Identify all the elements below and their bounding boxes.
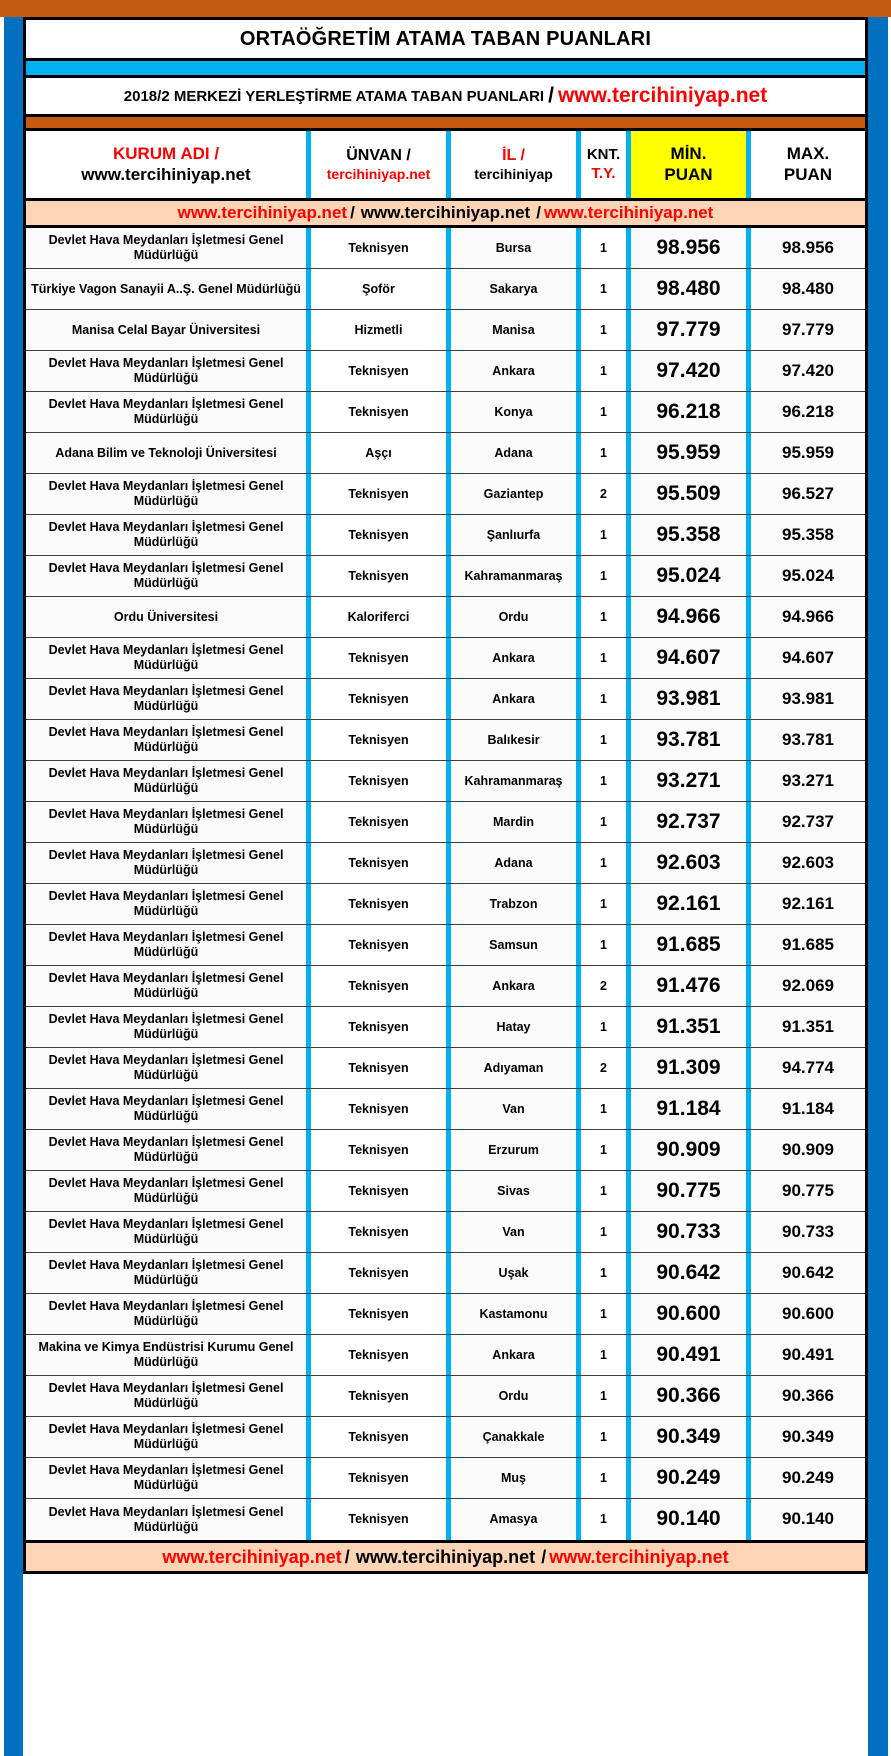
cell-min-puan: 94.966: [631, 597, 751, 637]
cell-max-puan: 90.600: [782, 1303, 834, 1323]
column-header-unvan-line1: ÜNVAN /: [346, 147, 411, 165]
cell-max-puan: 98.956: [782, 237, 834, 257]
table-row[interactable]: [26, 351, 865, 392]
page-title: ORTAÖĞRETİM ATAMA TABAN PUANLARI: [23, 17, 868, 61]
watermark-url-2: www.tercihiniyap.net: [360, 203, 531, 222]
column-header-max-puan-line1: MAX.: [786, 143, 830, 163]
cell-kurum-adi: Türkiye Vagon Sanayii A..Ş. Genel Müdürlüğü: [26, 269, 311, 309]
cell-unvan: Teknisyen: [311, 1458, 451, 1498]
cell-min-puan: 90.366: [631, 1376, 751, 1416]
column-header-il: [451, 131, 581, 198]
cell-min-puan: 94.607: [631, 638, 751, 678]
table-row[interactable]: [26, 884, 865, 925]
cell-unvan: Teknisyen: [311, 679, 451, 719]
cell-max-puan: 90.642: [782, 1262, 834, 1282]
cell-kurum-adi: Devlet Hava Meydanları İşletmesi Genel Müdürlüğü: [26, 1212, 311, 1252]
cell-kontenjan: 1: [581, 884, 631, 924]
cell-max-puan: 94.966: [782, 606, 834, 626]
scores-table: [23, 131, 868, 1574]
watermark-sep-1: /: [350, 203, 355, 222]
cell-il: Uşak: [451, 1253, 581, 1293]
cell-kontenjan: 1: [581, 843, 631, 883]
left-blue-bar: [4, 17, 23, 1756]
cell-min-puan: 90.249: [631, 1458, 751, 1498]
cell-min-puan: 92.737: [631, 802, 751, 842]
cell-min-puan: 92.603: [631, 843, 751, 883]
cell-unvan: Teknisyen: [311, 966, 451, 1006]
cell-max-puan: 91.685: [782, 934, 834, 954]
column-header-max-puan-line2: PUAN: [783, 164, 833, 184]
cell-kontenjan: 1: [581, 351, 631, 391]
cell-min-puan: 91.476: [631, 966, 751, 1006]
cell-kontenjan: 1: [581, 925, 631, 965]
cell-kontenjan: 1: [581, 802, 631, 842]
cell-kurum-adi: Devlet Hava Meydanları İşletmesi Genel Müdürlüğü: [26, 228, 311, 268]
cell-unvan: Aşçı: [311, 433, 451, 473]
subtitle-website-link[interactable]: www.tercihiniyap.net: [557, 84, 768, 107]
cell-min-puan: 90.600: [631, 1294, 751, 1334]
column-header-unvan: [311, 131, 451, 198]
cell-min-puan: 95.959: [631, 433, 751, 473]
cell-unvan: Teknisyen: [311, 1499, 451, 1540]
cell-min-puan: 91.685: [631, 925, 751, 965]
cell-unvan: Teknisyen: [311, 638, 451, 678]
cell-unvan: Teknisyen: [311, 392, 451, 432]
cell-il: Manisa: [451, 310, 581, 350]
subtitle-bar: [23, 78, 868, 117]
cell-min-puan: 90.642: [631, 1253, 751, 1293]
cell-kurum-adi: Manisa Celal Bayar Üniversitesi: [26, 310, 311, 350]
table-row[interactable]: [26, 761, 865, 802]
table-row[interactable]: [26, 310, 865, 351]
cell-kurum-adi: Devlet Hava Meydanları İşletmesi Genel Müdürlüğü: [26, 761, 311, 801]
cell-max-puan: 90.491: [782, 1344, 834, 1364]
cell-max-puan: 90.909: [782, 1139, 834, 1159]
cell-il: Samsun: [451, 925, 581, 965]
cell-il: Ankara: [451, 638, 581, 678]
cell-min-puan: 90.775: [631, 1171, 751, 1211]
table-row[interactable]: [26, 1048, 865, 1089]
cell-min-puan: 90.140: [631, 1499, 751, 1540]
cell-kurum-adi: Devlet Hava Meydanları İşletmesi Genel Müdürlüğü: [26, 1417, 311, 1457]
cell-unvan: Teknisyen: [311, 925, 451, 965]
cell-kontenjan: 1: [581, 515, 631, 555]
cell-kontenjan: 1: [581, 1171, 631, 1211]
cell-kontenjan: 1: [581, 392, 631, 432]
cell-min-puan: 91.351: [631, 1007, 751, 1047]
cell-kurum-adi: Devlet Hava Meydanları İşletmesi Genel Müdürlüğü: [26, 638, 311, 678]
table-row[interactable]: [26, 1458, 865, 1499]
cell-kontenjan: 1: [581, 1253, 631, 1293]
cell-kontenjan: 1: [581, 597, 631, 637]
watermark-bottom-url-3: www.tercihiniyap.net: [549, 1546, 729, 1567]
cell-min-puan: 90.349: [631, 1417, 751, 1457]
cell-min-puan: 97.779: [631, 310, 751, 350]
cell-il: Ankara: [451, 351, 581, 391]
right-blue-bar: [868, 17, 888, 1756]
cell-il: Çanakkale: [451, 1417, 581, 1457]
cell-il: Van: [451, 1089, 581, 1129]
cell-kontenjan: 2: [581, 474, 631, 514]
cell-kontenjan: 1: [581, 720, 631, 760]
cell-kurum-adi: Devlet Hava Meydanları İşletmesi Genel Müdürlüğü: [26, 1294, 311, 1334]
cell-kontenjan: 1: [581, 761, 631, 801]
cell-il: Gaziantep: [451, 474, 581, 514]
cell-max-puan: 92.069: [782, 975, 834, 995]
cell-kontenjan: 1: [581, 1130, 631, 1170]
cell-il: Mardin: [451, 802, 581, 842]
watermark-sep-2: /: [536, 203, 541, 222]
cell-kontenjan: 1: [581, 1007, 631, 1047]
table-row[interactable]: [26, 1376, 865, 1417]
cell-kurum-adi: Ordu Üniversitesi: [26, 597, 311, 637]
cell-min-puan: 96.218: [631, 392, 751, 432]
content-column: [23, 17, 868, 1756]
cell-il: Balıkesir: [451, 720, 581, 760]
cell-unvan: Teknisyen: [311, 802, 451, 842]
cell-kurum-adi: Makina ve Kimya Endüstrisi Kurumu Genel Müdürlüğü: [26, 1335, 311, 1375]
table-row[interactable]: [26, 966, 865, 1007]
cell-unvan: Teknisyen: [311, 351, 451, 391]
cell-il: Sakarya: [451, 269, 581, 309]
table-row[interactable]: [26, 1417, 865, 1458]
watermark-bottom-sep-1: /: [344, 1546, 350, 1567]
cell-min-puan: 98.956: [631, 228, 751, 268]
cell-kurum-adi: Devlet Hava Meydanları İşletmesi Genel Müdürlüğü: [26, 1171, 311, 1211]
cell-max-puan: 92.603: [782, 852, 834, 872]
cell-max-puan: 90.775: [782, 1180, 834, 1200]
cell-unvan: Teknisyen: [311, 515, 451, 555]
cell-max-puan: 90.733: [782, 1221, 834, 1241]
cell-il: Sivas: [451, 1171, 581, 1211]
cell-il: Van: [451, 1212, 581, 1252]
cell-unvan: Teknisyen: [311, 1376, 451, 1416]
table-row[interactable]: [26, 1007, 865, 1048]
column-header-unvan-line2: tercihiniyap.net: [326, 165, 431, 182]
cell-il: Hatay: [451, 1007, 581, 1047]
cell-kurum-adi: Devlet Hava Meydanları İşletmesi Genel Müdürlüğü: [26, 843, 311, 883]
table-row[interactable]: [26, 515, 865, 556]
table-row[interactable]: [26, 556, 865, 597]
cell-max-puan: 90.249: [782, 1467, 834, 1487]
cell-kurum-adi: Devlet Hava Meydanları İşletmesi Genel Müdürlüğü: [26, 1499, 311, 1540]
table-row[interactable]: [26, 474, 865, 515]
cell-il: Muş: [451, 1458, 581, 1498]
cell-min-puan: 95.358: [631, 515, 751, 555]
cell-kontenjan: 1: [581, 1499, 631, 1540]
column-header-min-puan-line2: PUAN: [664, 164, 713, 184]
cell-kurum-adi: Devlet Hava Meydanları İşletmesi Genel Müdürlüğü: [26, 720, 311, 760]
table-body: [26, 228, 865, 1540]
cell-kontenjan: 1: [581, 433, 631, 473]
cell-kontenjan: 1: [581, 1335, 631, 1375]
cell-min-puan: 92.161: [631, 884, 751, 924]
cell-min-puan: 90.733: [631, 1212, 751, 1252]
cell-kurum-adi: Devlet Hava Meydanları İşletmesi Genel Müdürlüğü: [26, 556, 311, 596]
cell-il: Adana: [451, 843, 581, 883]
table-row[interactable]: [26, 1499, 865, 1540]
cell-kurum-adi: Devlet Hava Meydanları İşletmesi Genel Müdürlüğü: [26, 1048, 311, 1088]
cell-kontenjan: 1: [581, 1417, 631, 1457]
cell-il: Adana: [451, 433, 581, 473]
cell-min-puan: 91.309: [631, 1048, 751, 1088]
cell-max-puan: 95.358: [782, 524, 834, 544]
orange-divider-strip: [23, 117, 868, 131]
watermark-url-1: www.tercihiniyap.net: [177, 203, 348, 222]
cell-kontenjan: 2: [581, 966, 631, 1006]
cell-unvan: Şoför: [311, 269, 451, 309]
table-row[interactable]: [26, 228, 865, 269]
cell-kontenjan: 1: [581, 1212, 631, 1252]
table-row[interactable]: [26, 1089, 865, 1130]
cell-unvan: Teknisyen: [311, 474, 451, 514]
cell-min-puan: 95.024: [631, 556, 751, 596]
cell-unvan: Teknisyen: [311, 1130, 451, 1170]
cell-kontenjan: 1: [581, 679, 631, 719]
cell-kurum-adi: Devlet Hava Meydanları İşletmesi Genel Müdürlüğü: [26, 966, 311, 1006]
table-row[interactable]: [26, 269, 865, 310]
cell-il: Bursa: [451, 228, 581, 268]
cell-max-puan: 94.607: [782, 647, 834, 667]
watermark-bottom-sep-2: /: [541, 1546, 547, 1567]
cell-unvan: Hizmetli: [311, 310, 451, 350]
cell-unvan: Kaloriferci: [311, 597, 451, 637]
cell-max-puan: 96.527: [782, 483, 834, 503]
table-row[interactable]: [26, 392, 865, 433]
cell-kurum-adi: Devlet Hava Meydanları İşletmesi Genel Müdürlüğü: [26, 925, 311, 965]
cell-il: Ankara: [451, 679, 581, 719]
cell-max-puan: 97.779: [782, 319, 834, 339]
cell-il: Kahramanmaraş: [451, 556, 581, 596]
cell-kurum-adi: Devlet Hava Meydanları İşletmesi Genel Müdürlüğü: [26, 1007, 311, 1047]
cell-unvan: Teknisyen: [311, 884, 451, 924]
table-row[interactable]: [26, 1294, 865, 1335]
column-header-min-puan-line1: MİN.: [670, 143, 707, 163]
cell-kurum-adi: Devlet Hava Meydanları İşletmesi Genel Müdürlüğü: [26, 1253, 311, 1293]
table-row[interactable]: [26, 843, 865, 884]
cell-il: Ankara: [451, 966, 581, 1006]
cell-kontenjan: 1: [581, 1294, 631, 1334]
cell-max-puan: 90.366: [782, 1385, 834, 1405]
cell-kontenjan: 1: [581, 556, 631, 596]
cell-unvan: Teknisyen: [311, 556, 451, 596]
cell-kontenjan: 1: [581, 638, 631, 678]
cell-kurum-adi: Devlet Hava Meydanları İşletmesi Genel Müdürlüğü: [26, 392, 311, 432]
cell-il: Konya: [451, 392, 581, 432]
column-header-kurum-adi-line2: www.tercihiniyap.net: [81, 164, 251, 184]
table-row[interactable]: [26, 679, 865, 720]
table-row[interactable]: [26, 433, 865, 474]
cell-unvan: Teknisyen: [311, 1417, 451, 1457]
cell-il: Kahramanmaraş: [451, 761, 581, 801]
cell-unvan: Teknisyen: [311, 1089, 451, 1129]
cell-max-puan: 91.184: [782, 1098, 834, 1118]
column-header-kontenjan-line2: T.Y.: [591, 164, 616, 182]
cell-min-puan: 93.981: [631, 679, 751, 719]
cell-max-puan: 96.218: [782, 401, 834, 421]
cell-max-puan: 90.140: [782, 1509, 834, 1529]
cell-unvan: Teknisyen: [311, 1294, 451, 1334]
cell-il: Erzurum: [451, 1130, 581, 1170]
cell-kurum-adi: Devlet Hava Meydanları İşletmesi Genel Müdürlüğü: [26, 1376, 311, 1416]
cell-il: Kastamonu: [451, 1294, 581, 1334]
table-row[interactable]: [26, 720, 865, 761]
cell-min-puan: 95.509: [631, 474, 751, 514]
cell-kontenjan: 1: [581, 1458, 631, 1498]
cell-kurum-adi: Devlet Hava Meydanları İşletmesi Genel Müdürlüğü: [26, 1458, 311, 1498]
cell-kurum-adi: Devlet Hava Meydanları İşletmesi Genel Müdürlüğü: [26, 679, 311, 719]
subtitle-text: 2018/2 MERKEZİ YERLEŞTİRME ATAMA TABAN PUANLARI: [123, 87, 545, 105]
table-row[interactable]: [26, 597, 865, 638]
column-header-kurum-adi-line1: KURUM ADI /: [112, 143, 220, 163]
column-header-il-line1: İL /: [502, 147, 525, 165]
cell-min-puan: 90.491: [631, 1335, 751, 1375]
cell-kurum-adi: Devlet Hava Meydanları İşletmesi Genel Müdürlüğü: [26, 515, 311, 555]
cell-unvan: Teknisyen: [311, 843, 451, 883]
cell-il: Ordu: [451, 597, 581, 637]
watermark-bottom-url-1: www.tercihiniyap.net: [162, 1546, 342, 1567]
cell-unvan: Teknisyen: [311, 1212, 451, 1252]
cell-max-puan: 93.781: [782, 729, 834, 749]
table-row[interactable]: [26, 1130, 865, 1171]
cell-kontenjan: 1: [581, 310, 631, 350]
cell-kurum-adi: Devlet Hava Meydanları İşletmesi Genel Müdürlüğü: [26, 884, 311, 924]
table-row[interactable]: [26, 925, 865, 966]
cell-kurum-adi: Adana Bilim ve Teknoloji Üniversitesi: [26, 433, 311, 473]
column-header-kurum-adi: [26, 131, 311, 198]
table-row[interactable]: [26, 1171, 865, 1212]
cell-max-puan: 91.351: [782, 1016, 834, 1036]
cell-il: Adıyaman: [451, 1048, 581, 1088]
cell-kontenjan: 2: [581, 1048, 631, 1088]
cell-max-puan: 97.420: [782, 360, 834, 380]
cell-unvan: Teknisyen: [311, 1335, 451, 1375]
cell-min-puan: 91.184: [631, 1089, 751, 1129]
cell-unvan: Teknisyen: [311, 228, 451, 268]
watermark-url-3: www.tercihiniyap.net: [543, 203, 714, 222]
cell-il: Amasya: [451, 1499, 581, 1540]
table-header-row: [26, 131, 865, 201]
table-row[interactable]: [26, 1212, 865, 1253]
cell-kontenjan: 1: [581, 1089, 631, 1129]
cell-kurum-adi: Devlet Hava Meydanları İşletmesi Genel Müdürlüğü: [26, 802, 311, 842]
cell-il: Ordu: [451, 1376, 581, 1416]
cell-max-puan: 94.774: [782, 1057, 834, 1077]
column-header-kontenjan-line1: KNT.: [586, 146, 621, 164]
cell-kontenjan: 1: [581, 228, 631, 268]
cell-unvan: Teknisyen: [311, 1253, 451, 1293]
cell-kontenjan: 1: [581, 1376, 631, 1416]
cell-il: Şanlıurfa: [451, 515, 581, 555]
table-row[interactable]: [26, 1253, 865, 1294]
watermark-band-top: [26, 201, 865, 228]
cell-kurum-adi: Devlet Hava Meydanları İşletmesi Genel Müdürlüğü: [26, 1089, 311, 1129]
cell-il: Trabzon: [451, 884, 581, 924]
column-header-il-line2: tercihiniyap: [474, 165, 553, 182]
cell-kurum-adi: Devlet Hava Meydanları İşletmesi Genel Müdürlüğü: [26, 351, 311, 391]
table-row[interactable]: [26, 1335, 865, 1376]
cell-unvan: Teknisyen: [311, 1048, 451, 1088]
watermark-bottom-url-2: www.tercihiniyap.net: [355, 1546, 536, 1567]
cell-min-puan: 97.420: [631, 351, 751, 391]
cyan-divider-strip: [23, 61, 868, 78]
column-header-min-puan: [631, 131, 751, 198]
top-orange-bar: [0, 0, 891, 17]
cell-min-puan: 90.909: [631, 1130, 751, 1170]
cell-max-puan: 98.480: [782, 278, 834, 298]
cell-il: Ankara: [451, 1335, 581, 1375]
cell-unvan: Teknisyen: [311, 1007, 451, 1047]
cell-min-puan: 98.480: [631, 269, 751, 309]
table-row[interactable]: [26, 802, 865, 843]
cell-kontenjan: 1: [581, 269, 631, 309]
table-row[interactable]: [26, 638, 865, 679]
cell-kurum-adi: Devlet Hava Meydanları İşletmesi Genel Müdürlüğü: [26, 474, 311, 514]
column-header-kontenjan: [581, 131, 631, 198]
cell-max-puan: 90.349: [782, 1426, 834, 1446]
column-header-max-puan: [751, 131, 865, 198]
cell-max-puan: 95.024: [782, 565, 834, 585]
cell-min-puan: 93.781: [631, 720, 751, 760]
cell-min-puan: 93.271: [631, 761, 751, 801]
cell-unvan: Teknisyen: [311, 761, 451, 801]
cell-max-puan: 93.981: [782, 688, 834, 708]
cell-unvan: Teknisyen: [311, 1171, 451, 1211]
watermark-band-bottom: [26, 1540, 865, 1571]
cell-max-puan: 92.161: [782, 893, 834, 913]
cell-max-puan: 93.271: [782, 770, 834, 790]
cell-max-puan: 92.737: [782, 811, 834, 831]
cell-kurum-adi: Devlet Hava Meydanları İşletmesi Genel Müdürlüğü: [26, 1130, 311, 1170]
subtitle-separator: /: [548, 84, 554, 107]
cell-max-puan: 95.959: [782, 442, 834, 462]
cell-unvan: Teknisyen: [311, 720, 451, 760]
